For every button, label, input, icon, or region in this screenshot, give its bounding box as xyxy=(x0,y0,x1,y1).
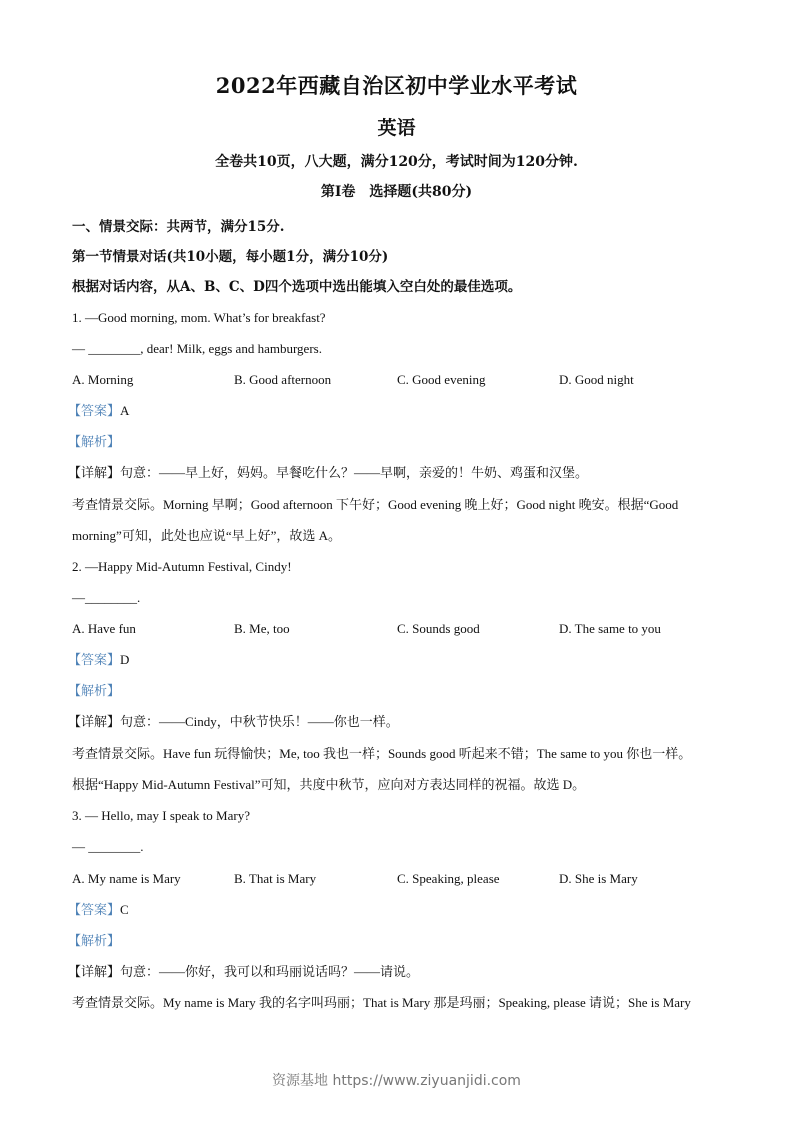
part-heading: 一、情景交际：共两节，满分15分. xyxy=(72,219,285,235)
detail-text: 句意：——Cindy，中秋节快乐！——你也一样。 xyxy=(120,714,399,729)
option-b: B. That is Mary xyxy=(234,871,317,886)
question-response: — ________, dear! Milk, eggs and hamburgers. xyxy=(72,341,322,356)
volume-heading: 第Ⅰ卷 选择题(共80分) xyxy=(320,184,473,200)
option-a: A. Morning xyxy=(72,372,134,387)
detail-label: 【详解】 xyxy=(68,714,121,729)
option-c: C. Speaking, please xyxy=(397,871,500,886)
analysis-label: 【解析】 xyxy=(68,683,121,698)
answer-value: A xyxy=(120,403,130,418)
option-c: C. Sounds good xyxy=(397,621,480,636)
exam-info: 全卷共10页，八大题，满分120分，考试时间为120分钟. xyxy=(215,154,578,170)
subject-title: 英语 xyxy=(377,117,416,139)
question-prompt: 1. —Good morning, mom. What’s for breakfast? xyxy=(72,310,326,325)
instruction-text: 根据对话内容，从A、B、C、D四个选项中选出能填入空白处的最佳选项。 xyxy=(72,279,522,295)
question-prompt: 3. — Hello, may I speak to Mary? xyxy=(72,808,250,823)
detail-line xyxy=(68,464,588,482)
option-b: B. Good afternoon xyxy=(234,372,332,387)
detail-line xyxy=(68,713,399,731)
option-a: A. Have fun xyxy=(72,621,136,636)
detail-label: 【详解】 xyxy=(68,465,121,480)
detail-line xyxy=(68,963,419,981)
option-d: D. She is Mary xyxy=(559,871,638,886)
answer-label: 【答案】 xyxy=(68,652,121,667)
answer-line xyxy=(68,402,129,420)
question-prompt: 2. —Happy Mid-Autumn Festival, Cindy! xyxy=(72,559,292,574)
detail-line: 根据“Happy Mid-Autumn Festival”可知，共度中秋节，应向对方表达同样的祝福。故选 D。 xyxy=(72,777,586,792)
answer-value: C xyxy=(120,902,129,917)
question-response: — ________. xyxy=(72,839,144,854)
option-d: D. The same to you xyxy=(559,621,661,636)
detail-text: 句意：——早上好，妈妈。早餐吃什么？——早啊，亲爱的！牛奶、鸡蛋和汉堡。 xyxy=(120,465,589,480)
analysis-label: 【解析】 xyxy=(68,434,121,449)
analysis-label: 【解析】 xyxy=(68,933,121,948)
detail-line: morning”可知，此处也应说“早上好”，故选 A。 xyxy=(72,528,342,543)
question-response: —________. xyxy=(72,590,141,605)
answer-label: 【答案】 xyxy=(68,403,121,418)
answer-line xyxy=(68,901,129,919)
subsection-heading: 第一节情景对话(共10小题，每小题1分，满分10分) xyxy=(72,249,389,265)
detail-line: 考查情景交际。My name is Mary 我的名字叫玛丽；That is Mary 那是玛丽；Speaking, please 请说；She is Mary xyxy=(72,995,691,1010)
answer-value: D xyxy=(120,652,130,667)
option-d: D. Good night xyxy=(559,372,634,387)
answer-label: 【答案】 xyxy=(68,902,121,917)
option-b: B. Me, too xyxy=(234,621,290,636)
detail-line: 考查情景交际。Have fun 玩得愉快；Me, too 我也一样；Sounds good 听起来不错；The same to you 你也一样。 xyxy=(72,746,692,761)
detail-label: 【详解】 xyxy=(68,964,121,979)
option-c: C. Good evening xyxy=(397,372,486,387)
answer-line xyxy=(68,651,129,669)
detail-line: 考查情景交际。Morning 早啊；Good afternoon 下午好；Good evening 晚上好；Good night 晚安。根据“Good xyxy=(72,497,679,512)
watermark-footer: 资源基地 https://www.ziyuanjidi.com xyxy=(272,1073,521,1089)
detail-text: 句意：——你好，我可以和玛丽说话吗？——请说。 xyxy=(120,964,420,979)
option-a: A. My name is Mary xyxy=(72,871,181,886)
exam-title: 2022年西藏自治区初中学业水平考试 xyxy=(215,73,578,98)
